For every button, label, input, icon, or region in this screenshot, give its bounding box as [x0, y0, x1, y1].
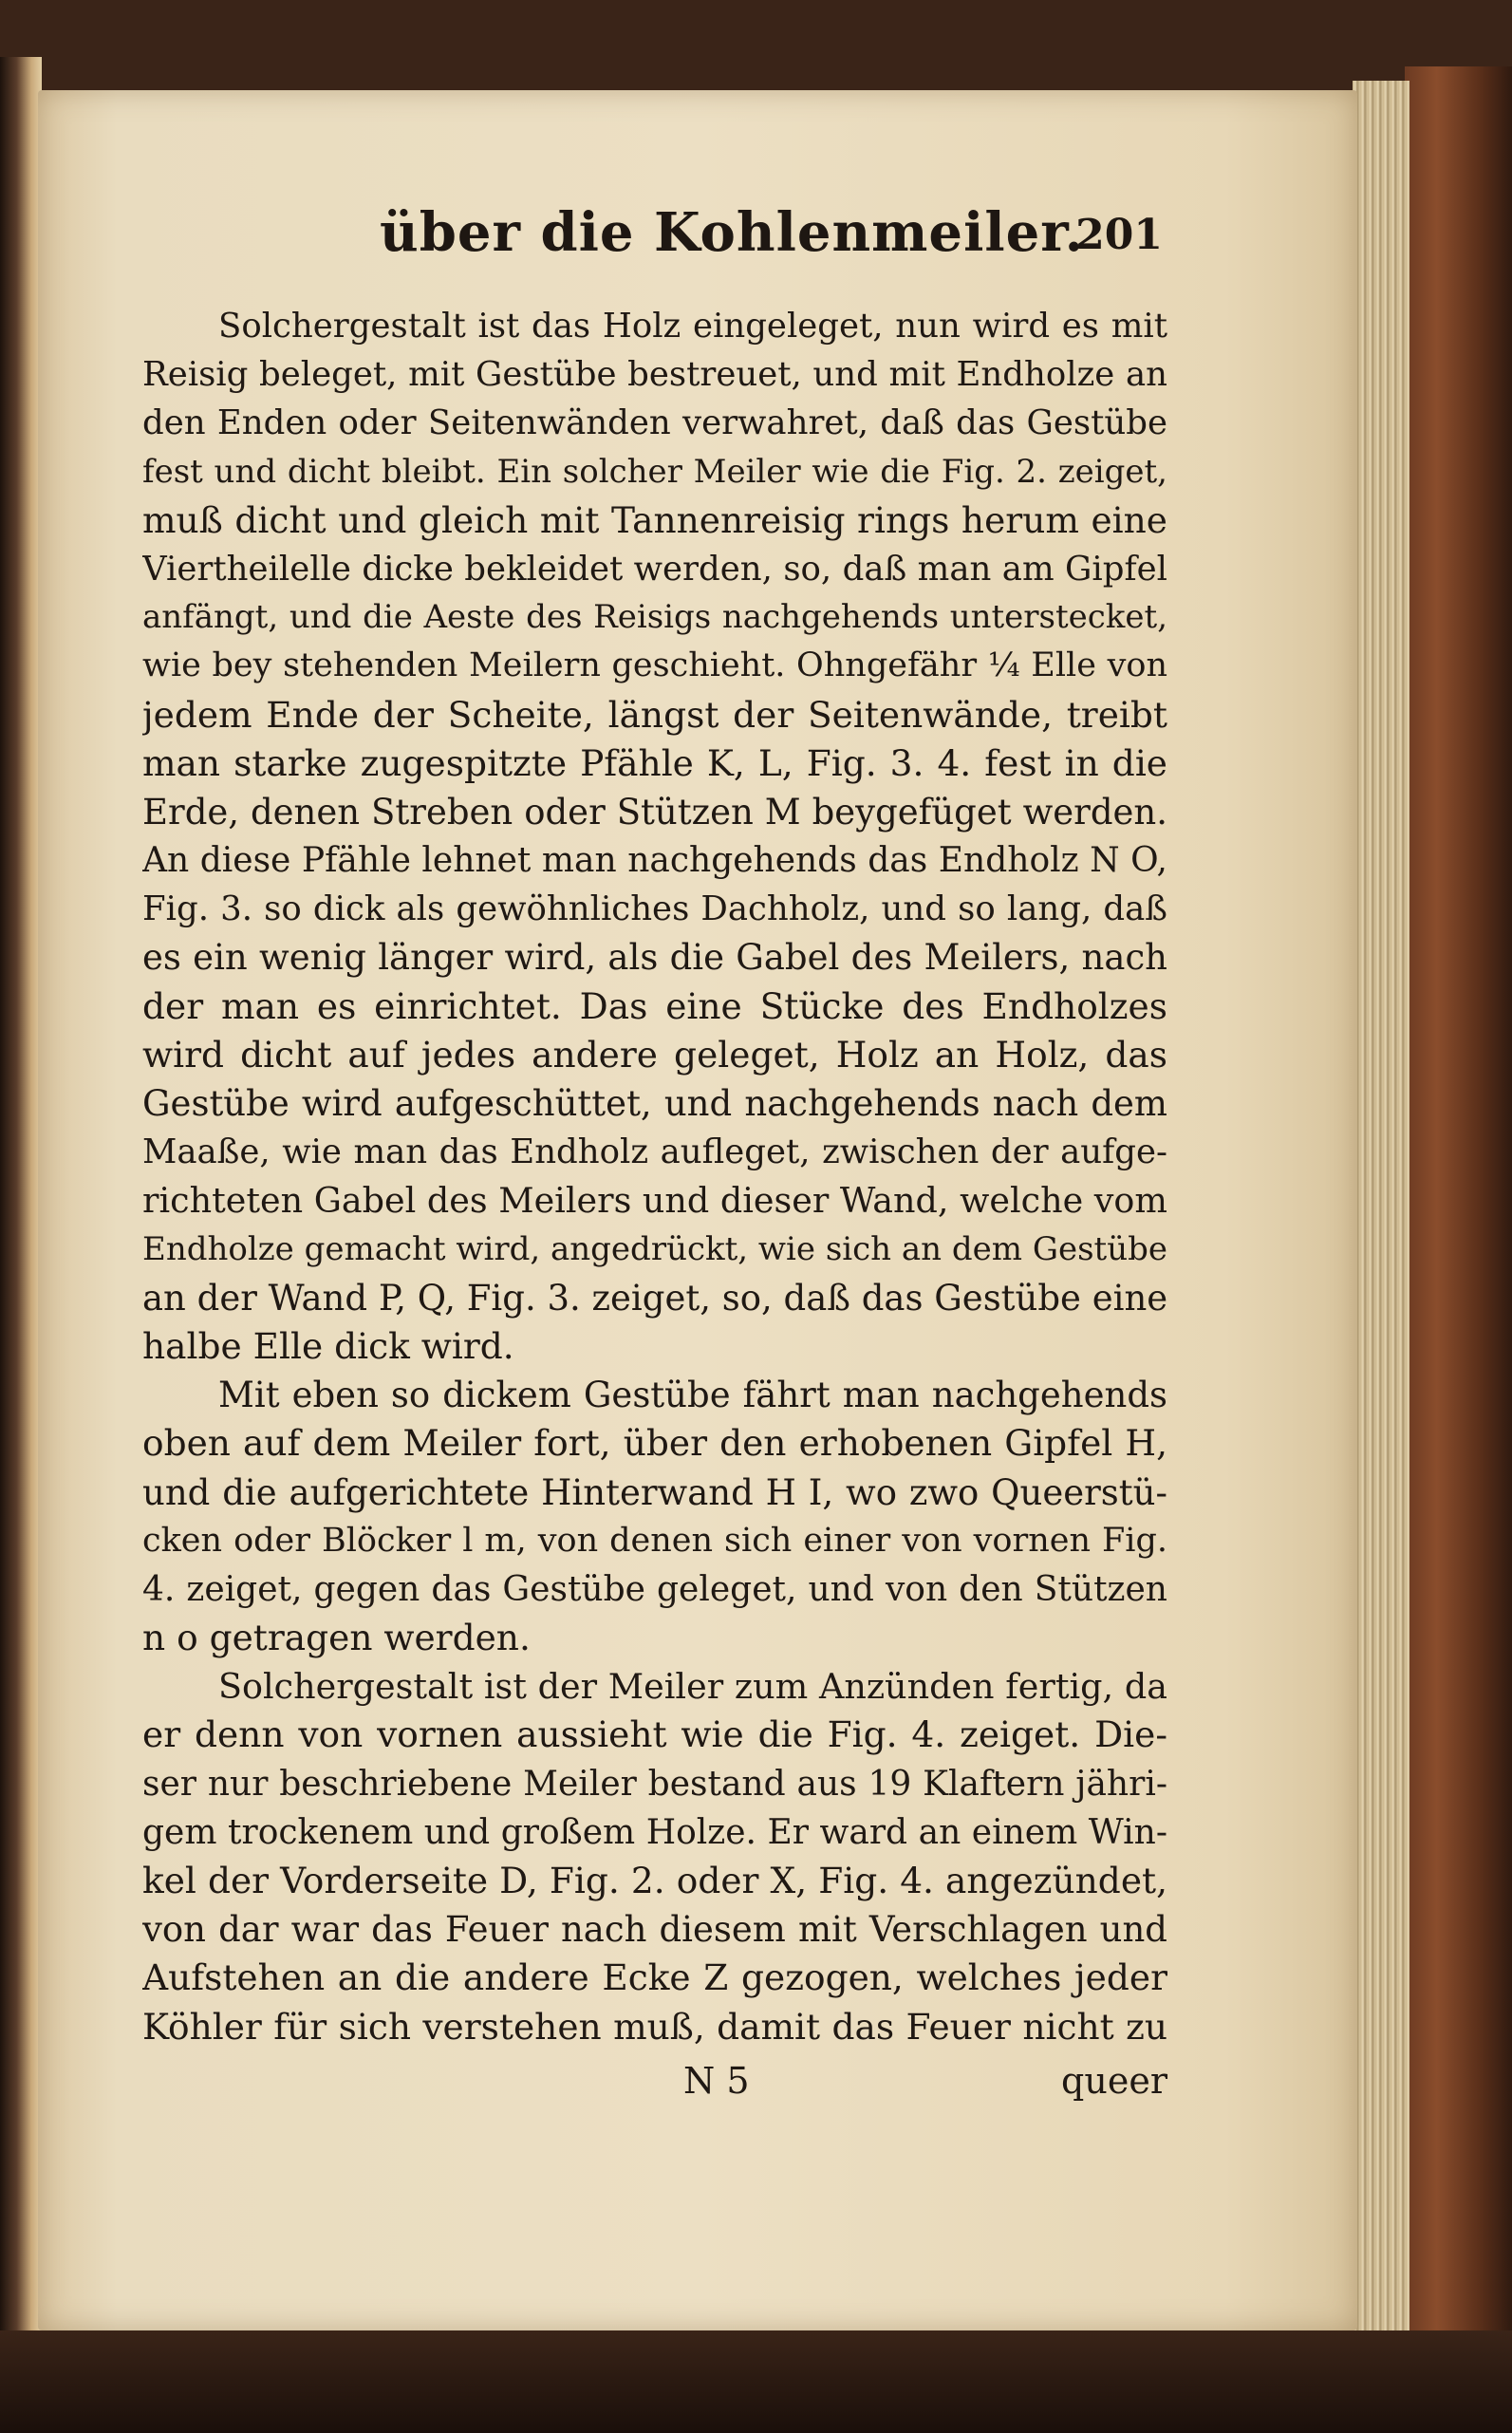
text-line: Köhler für sich verstehen muß, damit das Feuer nicht zu: [142, 2005, 1167, 2048]
text-line: wie bey stehenden Meilern geschieht. Ohngefähr ¼ Elle von: [142, 646, 1167, 685]
text-line: Endholze gemacht wird, angedrückt, wie sich an dem Gestübe: [142, 1229, 1167, 1268]
text-line: von dar war das Feuer nach diesem mit Verschlagen und: [142, 1909, 1167, 1951]
text-line: ser nur beschriebene Meiler bestand aus 19 Klaftern jähri-: [142, 1764, 1167, 1804]
text-line: fest und dicht bleibt. Ein solcher Meiler wie die Fig. 2. zeiget,: [142, 452, 1167, 491]
page-fore-edge: [1353, 81, 1409, 2349]
text-line: und die aufgerichtete Hinterwand H I, wo zwo Queerstü-: [142, 1471, 1167, 1513]
text-line: den Enden oder Seitenwänden verwahret, daß das Gestübe: [142, 403, 1167, 443]
text-line: Viertheilelle dicke bekleidet werden, so, daß man am Gipfel: [142, 549, 1167, 589]
text-line: Aufstehen an die andere Ecke Z gezogen, welches jeder: [142, 1956, 1167, 1999]
text-line: Solchergestalt ist der Meiler zum Anzünden fertig, da: [218, 1666, 1167, 1708]
text-line: Reisig beleget, mit Gestübe bestreuet, und mit Endholze an: [142, 355, 1167, 395]
text-line: halbe Elle dick wird.: [142, 1324, 514, 1367]
text-line: er denn von vornen aussieht wie die Fig. 4. zeiget. Die-: [142, 1713, 1167, 1756]
body-text: [142, 302, 1167, 2051]
text-line: Maaße, wie man das Endholz aufleget, zwischen der aufge-: [142, 1132, 1167, 1172]
text-line: anfängt, und die Aeste des Reisigs nachgehends unterstecket,: [142, 598, 1167, 637]
text-line: kel der Vorderseite D, Fig. 2. oder X, Fig. 4. angezündet,: [142, 1860, 1167, 1901]
text-line: An diese Pfähle lehnet man nachgehends das Endholz N O,: [142, 841, 1167, 881]
binding-edge: [0, 57, 42, 2373]
text-line: an der Wand P, Q, Fig. 3. zeiget, so, daß das Gestübe eine: [142, 1277, 1167, 1319]
text-line: Mit eben so dickem Gestübe fährt man nachgehends: [218, 1375, 1167, 1416]
text-line: Solchergestalt ist das Holz eingeleget, nun wird es mit: [218, 307, 1167, 346]
bottom-shadow: [0, 2330, 1512, 2433]
signature-mark: N 5: [683, 2060, 750, 2102]
page-number: 201: [1075, 211, 1163, 259]
text-line: man starke zugespitzte Pfähle K, L, Fig. 3. 4. fest in die: [142, 741, 1167, 784]
text-line: Gestübe wird aufgeschüttet, und nachgehends nach dem: [142, 1083, 1167, 1124]
text-line: es ein wenig länger wird, als die Gabel des Meilers, nach: [142, 937, 1167, 979]
text-line: richteten Gabel des Meilers und dieser Wand, welche vom: [142, 1180, 1167, 1222]
text-line: gem trockenem und großem Holze. Er ward an einem Win-: [142, 1812, 1167, 1852]
text-line: n o getragen werden.: [142, 1617, 531, 1659]
text-line: 4. zeiget, gegen das Gestübe geleget, und von den Stützen: [142, 1569, 1167, 1609]
text-line: jedem Ende der Scheite, längst der Seitenwände, treibt: [142, 693, 1167, 736]
text-line: der man es einrichtet. Das eine Stücke des Endholzes: [142, 984, 1167, 1027]
text-line: muß dicht und gleich mit Tannenreisig rings herum eine: [142, 498, 1167, 541]
text-line: wird dicht auf jedes andere geleget, Holz an Holz, das: [142, 1033, 1167, 1076]
catchword: queer: [1061, 2060, 1167, 2102]
text-line: Erde, denen Streben oder Stützen M beygefüget werden.: [142, 791, 1167, 833]
text-line: Fig. 3. so dick als gewöhnliches Dachholz, und so lang, daß: [142, 889, 1167, 929]
text-line: oben auf dem Meiler fort, über den erhobenen Gipfel H,: [142, 1422, 1167, 1465]
running-head: über die Kohlenmeiler.: [380, 201, 1085, 264]
book-cover: [1405, 66, 1512, 2364]
text-line: cken oder Blöcker l m, von denen sich einer von vornen Fig.: [142, 1521, 1167, 1560]
